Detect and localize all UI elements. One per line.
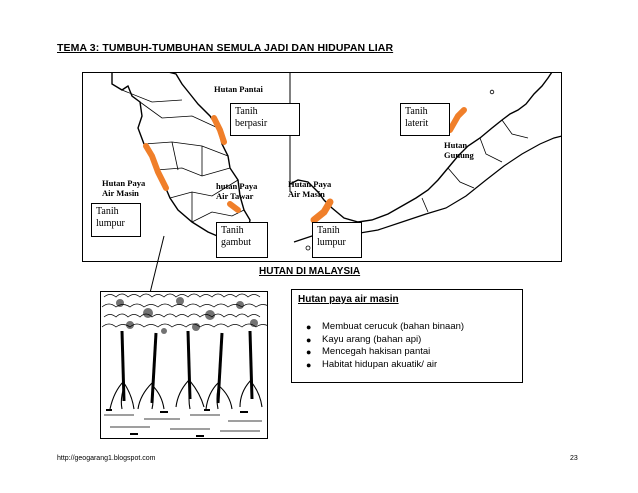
list-item <box>306 333 516 347</box>
map-caption: HUTAN DI MALAYSIA <box>259 266 361 277</box>
bullet-icon: ● <box>306 359 312 370</box>
info-heading: Hutan paya air masin <box>298 294 399 305</box>
label-hutan-pantai: Hutan Pantai <box>214 84 263 94</box>
info-box <box>291 289 523 383</box>
box-tanih-lumpur-east-line1: Tanih <box>317 225 340 236</box>
bullet-icon: ● <box>306 322 312 332</box>
label-paya-air-tawar-2: Air Tawar <box>216 191 254 201</box>
info-list <box>298 321 516 371</box>
label-paya-air-masin-west-2: Air Masin <box>102 188 139 198</box>
label-hutan-gunung-2: Gunung <box>444 150 474 160</box>
list-item-text: Membuat cerucuk (bahan binaan) <box>322 321 465 332</box>
list-item <box>306 346 516 359</box>
list-item <box>306 358 516 372</box>
page-number: 23 <box>570 455 578 462</box>
box-tanih-berpasir-line1: Tanih <box>235 106 258 117</box>
label-paya-air-masin-west-1: Hutan Paya <box>102 178 146 188</box>
mangrove-illustration <box>100 291 268 439</box>
box-tanih-lumpur-west-line1: Tanih <box>96 206 119 217</box>
label-paya-air-tawar-1: hutan Paya <box>216 181 258 191</box>
label-hutan-gunung-1: Hutan <box>444 140 468 150</box>
list-item-text: Kayu arang (bahan api) <box>322 333 422 345</box>
box-tanih-lumpur-west-line2: lumpur <box>96 218 125 229</box>
box-tanih-laterit-line1: Tanih <box>405 106 428 117</box>
label-paya-air-masin-east-1: Hutan Paya <box>288 179 332 189</box>
box-tanih-laterit-line2: laterit <box>405 118 429 129</box>
list-item-text: Mencegah hakisan pantai <box>322 346 431 357</box>
bullet-icon: ● <box>306 334 312 345</box>
list-item <box>306 321 516 334</box>
box-tanih-gambut-line2: gambut <box>221 237 251 248</box>
box-tanih-lumpur-east-line2: lumpur <box>317 237 346 248</box>
bullet-icon: ● <box>306 347 312 357</box>
footer-source: http://geogarang1.blogspot.com <box>57 455 156 462</box>
box-tanih-berpasir-line2: berpasir <box>235 118 268 129</box>
list-item-text: Habitat hidupan akuatik/ air <box>322 358 438 370</box>
page-title: TEMA 3: TUMBUH-TUMBUHAN SEMULA JADI DAN HIDUPAN LIAR <box>57 42 394 54</box>
label-paya-air-masin-east-2: Air Masin <box>288 189 325 199</box>
box-tanih-gambut-line1: Tanih <box>221 225 244 236</box>
